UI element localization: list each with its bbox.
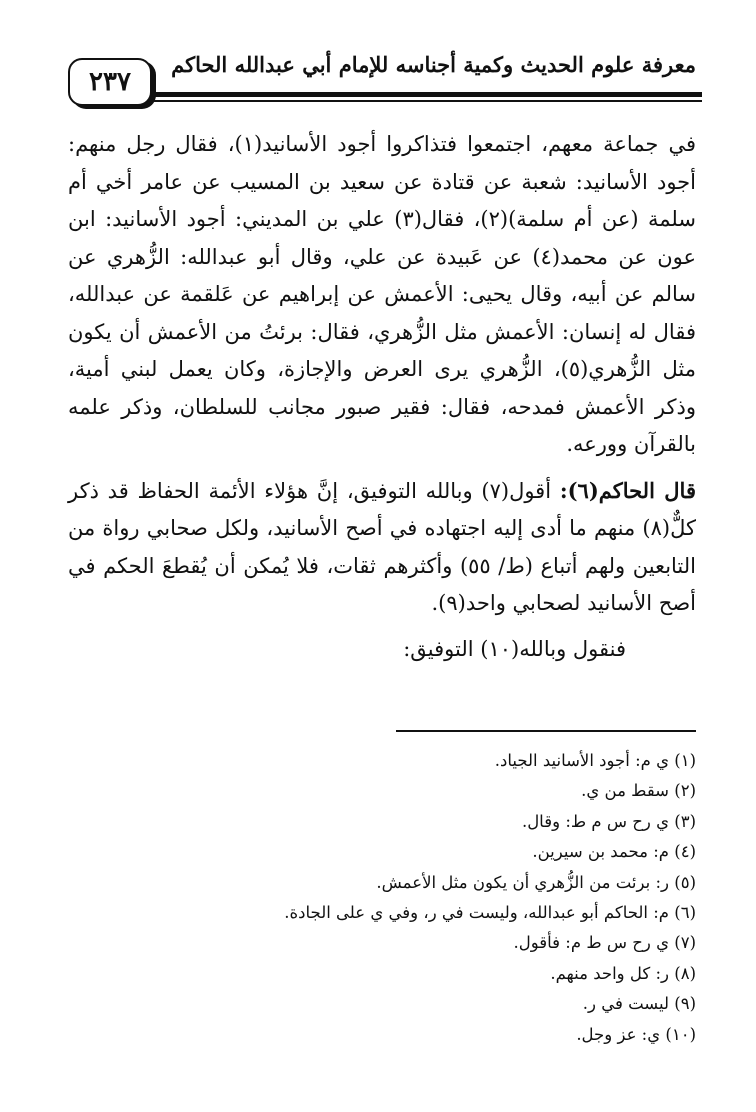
page-number-frame [68,58,152,106]
footnote-item: (٩) ليست في ر. [582,994,696,1014]
footnote-item: (٣) ي رح س م ط: وقال. [521,811,696,831]
footnote-separator [396,730,696,732]
paragraph-2-text: أقول(٧) وبالله التوفيق، إنَّ هؤلاء الأئمة الحفاظ قد ذكر كلٌّ(٨) منهم ما أدى إليه اجتهاده في أصح الأسانيد، ولكل صحابي رواة من التابعين ولهم أتباع (ط/ ٥٥) وأكثرهم ثقات، فلا يُمكن أن يُقطعَ الحكم في أصح الأسانيد لصحابي واحد(٩). [68,478,697,615]
footnote-item: (٢) سقط من ي. [581,781,696,801]
footnote-item: (٨) ر: كل واحد منهم. [550,963,696,983]
paragraph-2-lead: قال الحاكم(٦): [559,477,696,503]
page-number: ٢٣٧ [89,67,131,97]
header-rule-thick [152,92,702,97]
running-header-title: معرفة علوم الحديث وكمية أجناسه للإمام أبي عبدالله الحاكم [171,52,696,77]
footnote-item: (٧) ي رح س ط م: فأقول. [513,933,696,953]
main-text [68,126,696,668]
footnote-item: (٥) ر: برئت من الزُّهري أن يكون مثل الأعمش. [376,872,696,892]
footnote-item: (٤) م: محمد بن سيرين. [532,842,696,862]
footnote-item: (١) ي م: أجود الأسانيد الجياد. [494,751,696,770]
paragraph-3: فنقول وبالله(١٠) التوفيق: [403,636,626,661]
footnotes-list [56,746,696,1050]
footnote-item: (٦) م: الحاكم أبو عبدالله، وليست في ر، وفي ي على الجادة. [284,903,696,923]
header-rule-thin [152,100,702,102]
paragraph-2 [68,472,696,623]
footnote-item: (١٠) ي: عز وجل. [576,1024,696,1044]
paragraph-1: في جماعة معهم، اجتمعوا فتذاكروا أجود الأسانيد(١)، فقال رجل منهم: أجود الأسانيد: شعبة عن قتادة عن سعيد بن المسيب عن عامر أخي أم سلمة (عن أم سلمة)(٢)، فقال(٣) علي بن المديني: أجود الأسانيد: ابن عون عن محمد(٤) عن عَبيدة عن علي، وقال أبو عبدالله: الزُّهري عن سالم عن أبيه، وقال يحيى: الأعمش عن إبراهيم عن عَلقمة عن عبدالله، فقال له إنسان: الأعمش مثل الزُّهري، فقال: برئتُ من الأعمش أن يكون مثل الزُّهري(٥)، الزُّهري يرى العرض والإجازة، وكان يعمل لبني أمية، وذكر الأعمش فمدحه، فقال: فقير صبور مجانب للسلطان، وذكر علمه بالقرآن وورعه. [68,132,696,456]
